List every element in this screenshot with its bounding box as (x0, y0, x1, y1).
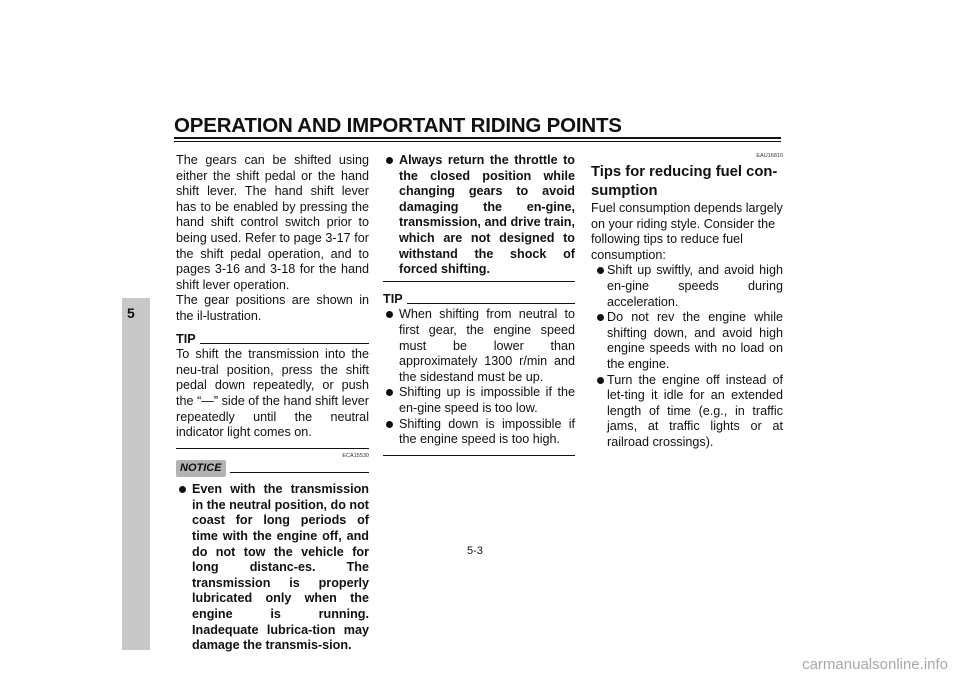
chapter-number: 5 (127, 305, 135, 321)
fuel-tip-item: Turn the engine off instead of let-ting it idle for an extended length of time (e.g., in traffic jams, at traffic lights or at railroad crossings). (591, 373, 783, 451)
header-rule (174, 137, 781, 139)
notice-item: Even with the transmission in the neutral position, do not coast for long periods of time with the engine off, and do not tow the vehicle for long distanc-es. The transmission is properly lubricated only when the engine is running. Inadequate lubrica-tion may damage the transmis-sion. (176, 482, 369, 654)
bullet-icon (386, 311, 393, 318)
bullet-icon (386, 421, 393, 428)
reference-code: EAU16810 (756, 153, 783, 159)
gear-shift-paragraph: The gears can be shifted using either the shift pedal or the hand shift lever. The hand shift lever has to be enabled by pressing the hand shift control switch prior to being used. Refer to page 3-17 for the shift pedal operation, and to pages 3-16 and 3-18 for the hand shift lever operation. (176, 153, 369, 292)
page-number: 5-3 (467, 545, 483, 557)
bullet-icon (597, 377, 604, 384)
notice-list (176, 482, 369, 654)
tip-header (383, 292, 575, 308)
notice-badge: NOTICE (176, 460, 226, 478)
column-right (591, 153, 783, 451)
tip-list (383, 307, 575, 447)
column-middle (383, 153, 575, 456)
tip-text: To shift the transmission into the neu-tral position, press the shift pedal down repeatedly, or push the “—” side of the hand shift lever repeatedly until the neutral indicator light comes on. (176, 347, 369, 440)
watermark: carmanualsonline.info (802, 656, 948, 673)
tip-end-rule (176, 448, 369, 449)
bullet-icon (386, 389, 393, 396)
notice-item: Always return the throttle to the closed position while changing gears to avoid damaging the en-gine, transmission, and drive train, which are not designed to withstand the shock of forced shifting. (383, 153, 575, 278)
fuel-tip-item: Do not rev the engine while shifting down, and avoid high engine speeds with no load on the engine. (591, 310, 783, 372)
fuel-tips-list (591, 263, 783, 450)
reference-code: ECA15530 (342, 452, 369, 459)
tip-rule (407, 303, 575, 304)
bullet-icon (179, 486, 186, 493)
tip-label: TIP (383, 291, 403, 306)
fuel-tip-item: Shift up swiftly, and avoid high en-gine speeds during acceleration. (591, 263, 783, 310)
gear-positions-paragraph: The gear positions are shown in the il-lustration. (176, 293, 369, 323)
tip-header (176, 332, 369, 348)
bullet-icon (597, 267, 604, 274)
notice-header (176, 460, 369, 478)
tip-label: TIP (176, 331, 196, 346)
tip-end-rule (383, 455, 575, 456)
page-title: OPERATION AND IMPORTANT RIDING POINTS (174, 114, 622, 137)
chapter-tab (122, 298, 150, 650)
fuel-intro: Fuel consumption depends largely on your riding style. Consider the following tips to reduce fuel consumption: (591, 201, 783, 262)
notice-rule (230, 472, 369, 473)
column-left (176, 153, 369, 654)
tip-rule (200, 343, 369, 344)
header-rule-thin (174, 141, 781, 142)
tip-item: When shifting from neutral to first gear, the engine speed must be lower than approximately 1300 r/min and the sidestand must be up. (383, 307, 575, 385)
tip-item: Shifting up is impossible if the en-gine speed is too low. (383, 385, 575, 416)
notice-list-continued (383, 153, 575, 278)
section-title: Tips for reducing fuel con-sumption (591, 164, 778, 199)
tip-item: Shifting down is impossible if the engine speed is too high. (383, 417, 575, 448)
notice-end-rule (383, 281, 575, 282)
bullet-icon (386, 157, 393, 164)
bullet-icon (597, 314, 604, 321)
